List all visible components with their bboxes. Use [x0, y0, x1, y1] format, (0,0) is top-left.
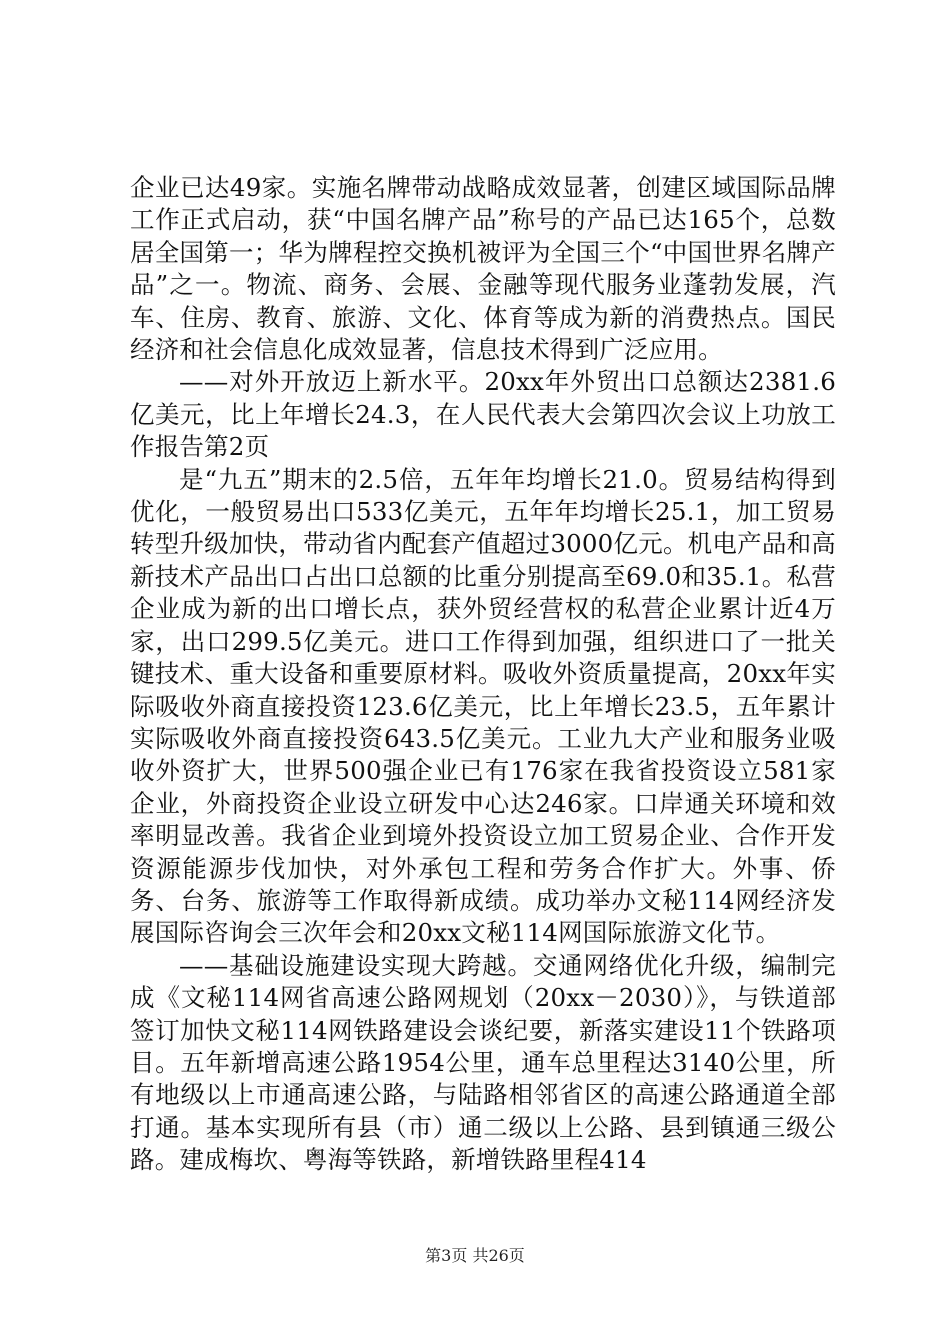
page-footer: 第3页 共26页 [425, 1246, 525, 1265]
paragraph-trade-details: 是“九五”期末的2.5倍，五年年均增长21.0。贸易结构得到优化，一般贸易出口533亿美元，五年年均增长25.1，加工贸易转型升级加快，带动省内配套产值超过3000亿元。机电产品和高新技术产品出口占出口总额的比重分别提高至69.0和35.1。私营企业成为新的出口增长点，获外贸经营权的私营企业累计近4万家，出口299.5亿美元。进口工作得到加强，组织进口了一批关键技术、重大设备和重要原材料。吸收外资质量提高，20xx年实际吸收外商直接投资123.6亿美元，比上年增长23.5，五年累计实际吸收外商直接投资643.5亿美元。工业九大产业和服务业吸收外资扩大，世界500强企业已有176家在我省投资设立581家企业，外商投资企业设立研发中心达246家。口岸通关环境和效率明显改善。我省企业到境外投资设立加工贸易企业、合作开发资源能源步伐加快，对外承包工程和劳务合作扩大。外事、侨务、台务、旅游等工作取得新成绩。成功举办文秘114网经济发展国际咨询会三次年会和20xx文秘114网国际旅游文化节。 [130, 464, 836, 948]
paragraph-foreign-trade: ——对外开放迈上新水平。20xx年外贸出口总额达2381.6亿美元，比上年增长24.3，在人民代表大会第四次会议上功放工作报告第2页 [130, 367, 836, 462]
paragraph-infrastructure: ——基础设施建设实现大跨越。交通网络优化升级，编制完成《文秘114网省高速公路网规划（20xx－2030）》，与铁道部签订加快文秘114网铁路建设会谈纪要，新落实建设11个铁路项目。五年新增高速公路1954公里，通车总里程达3140公里，所有地级以上市通高速公路，与陆路相邻省区的高速公路通道全部打通。基本实现所有县（市）通二级以上公路、县到镇通三级公路。建成梅坎、粤海等铁路，新增铁路里程414 [130, 950, 836, 1175]
document-body [130, 172, 836, 1177]
paragraph-continuation: 企业已达49家。实施名牌带动战略成效显著，创建区域国际品牌工作正式启动，获“中国名牌产品”称号的产品已达165个，总数居全国第一；华为牌程控交换机被评为全国三个“中国世界名牌产品”之一。物流、商务、会展、金融等现代服务业蓬勃发展，汽车、住房、教育、旅游、文化、体育等成为新的消费热点。国民经济和社会信息化成效显著，信息技术得到广泛应用。 [130, 173, 836, 365]
